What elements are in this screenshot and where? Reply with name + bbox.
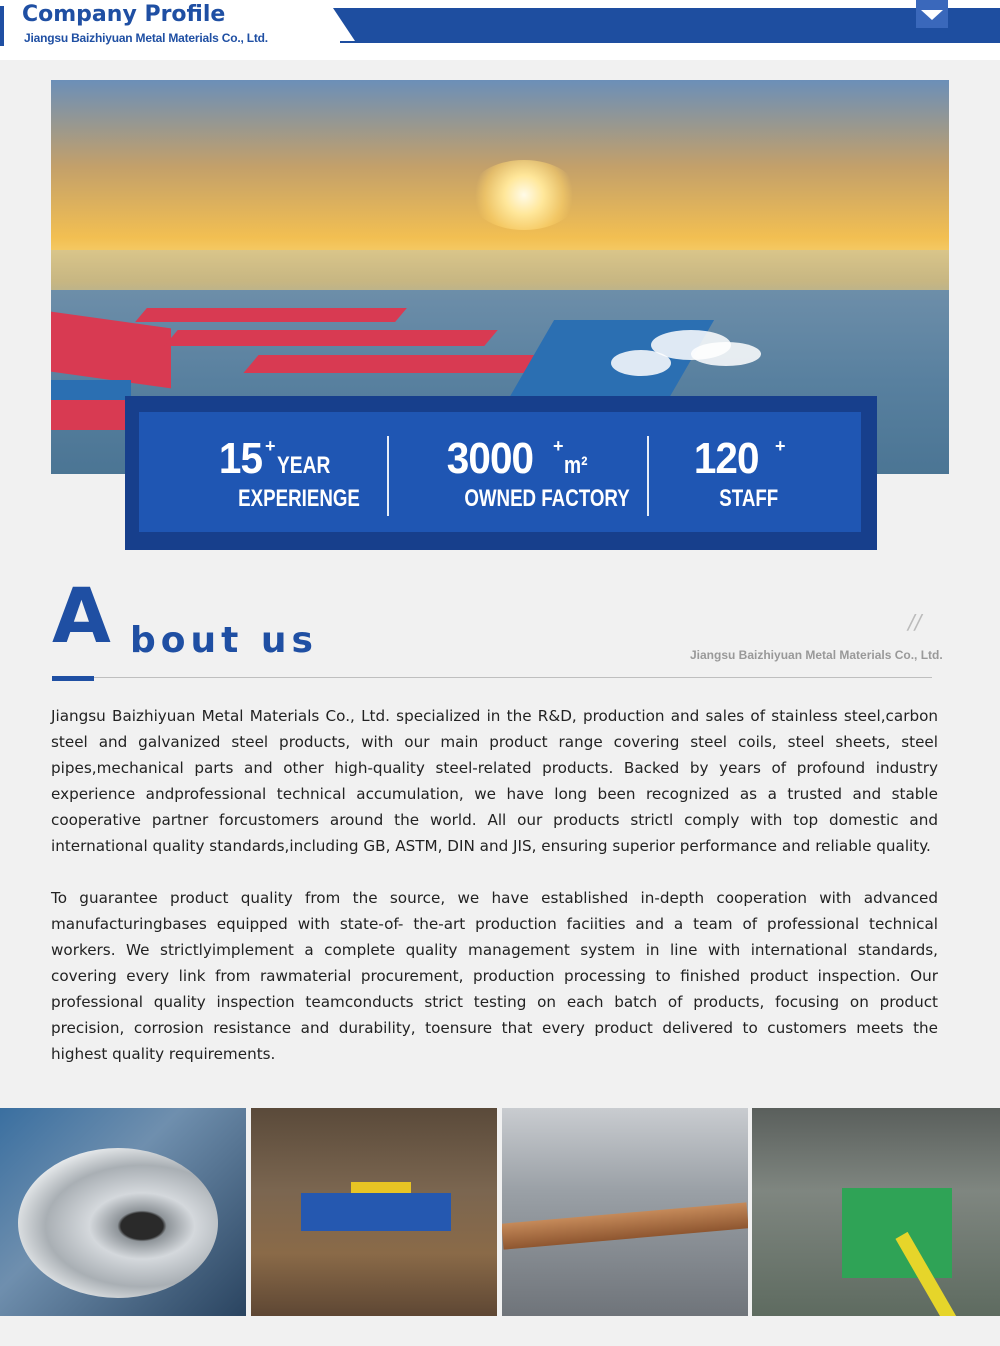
stat-staff <box>679 412 839 532</box>
header-accent-bar <box>0 6 4 46</box>
about-heading: bout us <box>130 620 318 661</box>
photo-steel-coil <box>0 1108 246 1316</box>
about-paragraph-1: Jiangsu Baizhiyuan Metal Materials Co., Ltd. specialized in the R&D, production and sales of stainless steel,carbon steel and galvanized steel products, with our main product range covering steel coils, steel sheets, steel pipes,mechanical parts and other high-quality steel-related products. Backed by years of profound industry experience andprofessional technical accumulation, we have long been recognized as a trusted and stable cooperative partner forcustomers around the world. All our products strictl comply with top domestic and international quality standards,including GB, ASTM, DIN and JIS, ensuring superior performance and reliable quality. <box>51 707 938 855</box>
stat-plus: + <box>553 436 564 456</box>
stat-divider <box>387 436 389 516</box>
photo-cutting-machine <box>502 1108 748 1316</box>
header-banner <box>333 8 1000 41</box>
page-subtitle: Jiangsu Baizhiyuan Metal Materials Co., Ltd. <box>24 31 268 45</box>
stat-value: 120 <box>693 434 759 483</box>
about-accent-bar <box>52 676 94 681</box>
stat-plus: + <box>265 436 276 456</box>
about-company-name: Jiangsu Baizhiyuan Metal Materials Co., Ltd. <box>690 648 943 662</box>
about-paragraph-2: To guarantee product quality from the source, we have established in-depth cooperation with advanced manufacturingbases equipped with state-of- the-art production faciities and a team of professional technical workers. We strictlyimplement a complete quality management system in line with international standards, covering every link from rawmaterial procurement, production processing to finished product inspection. Our professional quality inspection teamconducts strict testing on each batch of products, focusing on product precision, corrosion resistance and durability, toensure that every product delivered to customers meets the highest quality requirements. <box>51 889 938 1063</box>
sun <box>469 160 579 230</box>
gantry-crane <box>301 1193 451 1231</box>
stat-value: 3000 <box>446 434 534 483</box>
photo-production-line <box>752 1108 1000 1316</box>
copper-bar <box>502 1202 748 1249</box>
stat-divider <box>647 436 649 516</box>
stat-unit: m² <box>564 452 588 479</box>
stat-label: STAFF <box>719 485 779 512</box>
stat-unit: YEAR <box>277 452 331 479</box>
page-header <box>0 0 1000 60</box>
stats-inner <box>139 412 861 532</box>
photo-pipe-workshop <box>251 1108 497 1316</box>
stat-label: OWNED FACTORY <box>464 485 630 512</box>
stat-experience <box>199 412 399 532</box>
page-title: Company Profile <box>22 2 226 27</box>
header-divider <box>340 41 1000 43</box>
stat-factory <box>429 412 629 532</box>
stat-label: EXPERIENGE <box>238 485 360 512</box>
steel-coil <box>18 1148 218 1298</box>
chevron-down-icon <box>916 0 948 28</box>
about-heading-letter: A <box>52 571 111 660</box>
stat-value: 15 <box>218 434 263 483</box>
green-machine <box>842 1188 952 1278</box>
stat-plus: + <box>775 436 786 456</box>
decorative-slash: // <box>908 610 922 634</box>
about-divider <box>52 677 932 678</box>
